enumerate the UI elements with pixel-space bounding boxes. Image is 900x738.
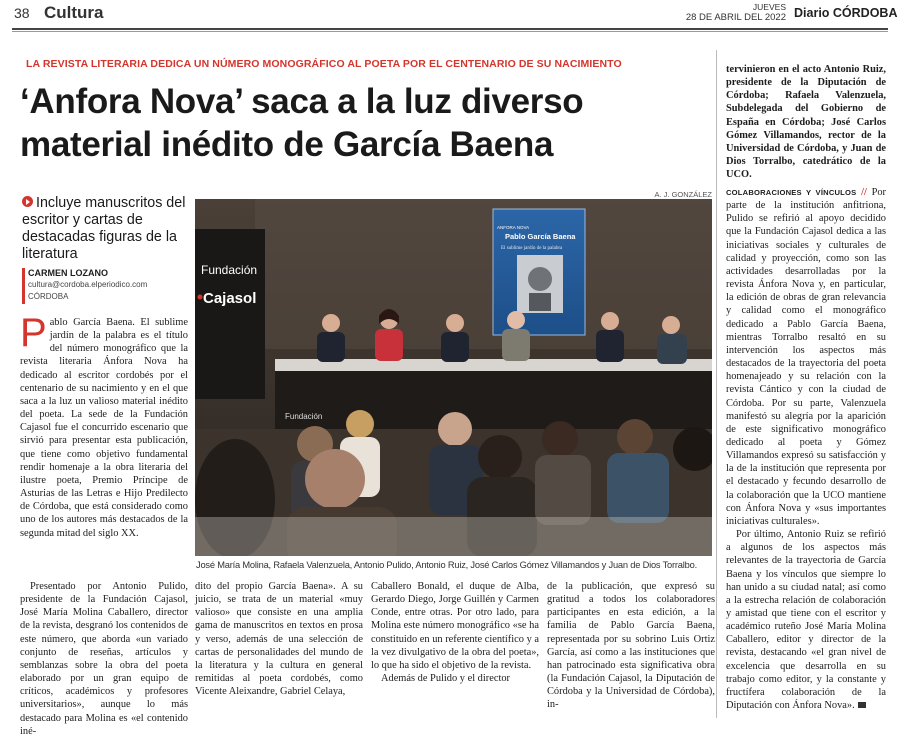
paragraph-collaborations: Por parte de la institución anfitriona, Pulido se refirió al apoyo decidido que la Fundación Cajasol dedica a las iniciativas sociales y culturales de calidad y proyección, como son las actividades desarrolladas por la revista Ánfora Nova y, en particular, la edición de obras de gran relevancia y calidad como el monográfico dedicado a Pablo García Baena, mientras Torralbo resaltó en su intervención los aspectos más destacados de la trayectoria del poeta homenajeado y su relación con la revista Cántico y con la ciudad de Córdoba. Por su parte, Valenzuela manifestó su alegría por la aparición de este significativo monográfico dedicado al poeta y Gómez Villamandos expresó su satisfacción y la de la institución que representa por el destacado y fecundo desarrollo de la colaboración que la UCO mantiene con Ánfora Nova y «sus importantes iniciativas culturales». [726, 187, 886, 527]
body-column-3 [371, 580, 539, 685]
drop-cap: P [20, 311, 47, 355]
body-column-1 [20, 311, 188, 540]
header-rule [12, 28, 888, 30]
body-column-right [726, 186, 886, 712]
section-name: Cultura [44, 3, 104, 22]
screen-subtitle: El sublime jardín de la palabra [501, 246, 563, 251]
body-column-4 [547, 580, 715, 712]
paragraph-gratitude: de la publicación, que expresó su gratitud a todos los colaboradores participantes en esta edición, a la familia de Pablo García Baena, representada por su sobrino Luis Ortiz García, así como a las instituciones que han patrocinado esta significativa obra (la Fundación Cajasol, la Diputación de Córdoba y la Universidad de Córdoba), in- [547, 581, 715, 711]
banner-text-1: Fundación [201, 263, 258, 277]
body-column-1-bottom [20, 580, 188, 738]
photo-illustration [195, 199, 712, 556]
page-number: 38 [14, 5, 30, 21]
end-mark-icon [858, 702, 866, 708]
body-column-right-top [726, 63, 886, 181]
photo-credit: A. J. GONZÁLEZ [654, 190, 712, 199]
paragraph-authors: Caballero Bonald, el duque de Alba, Gerardo Diego, Jorge Guillén y Carmen Conde, entre otras. Por otro lado, para Molina este número monográfico «se ha constituido en un referente científico y a la vez divulgativo de la obra del poeta», lo que ha sido el objetivo de la revista. [371, 581, 539, 671]
paragraph-closing: Por último, Antonio Ruiz se refirió a algunos de los aspectos más relevantes de la trayectoria de García Baena y los vínculos que siempre lo han unido a su ciudad natal; así como a la estrecha relación de colaboración y amistad que tiene con el escritor y académico ruteño José María Molina Caballero, editor y director de la revista, destacando «el gran nivel de excelencia que desarrolla en su trabajo como editor, y la constante y fructífera colaboración de la Diputación con Ánfora Nova». [726, 529, 886, 712]
play-bullet-icon [22, 196, 33, 207]
banner-text-2: Cajasol [203, 290, 257, 307]
section-slash: // [861, 187, 867, 198]
headline [20, 80, 710, 166]
table-sign: Fundación [285, 412, 323, 421]
headline-line-1: ‘Anfora Nova’ saca a la luz diverso [20, 82, 584, 121]
paragraph-material: dito del propio García Baena». A su juicio, se trata de un material «muy valioso» que consiste en una amplia gama de manuscritos en textos en prosa y verso, además de una selección de cartas de personalidades del mundo de la literatura y la cultura en general remitidas al poeta cordobés, como Vicente Aleixandre, Gabriel Celaya, [195, 581, 363, 698]
paragraph-presentation: Presentado por Antonio Pulido, presidente de la Fundación Cajasol, José María Molina Caballero, director de la revista, desgranó los contenidos de este número, que aborda «un variado conjunto de reseñas, artículos y semblanzas sobre la obra del poeta elaborado por un gran equipo de críticos, académicos y profesores universitarios», aunque lo más destacado para Molina es «el contenido iné- [20, 581, 188, 737]
headline-line-2: material inédito de García Baena [20, 125, 554, 164]
column-divider [716, 50, 717, 718]
subhead [22, 195, 188, 263]
screen-brand: ANFORA NOVA [497, 225, 530, 230]
author-email: cultura@cordoba.elperiodico.com [28, 280, 148, 289]
header-rule-thin [12, 31, 888, 32]
header-date: 28 DE ABRIL DEL 2022 [685, 12, 786, 23]
newspaper-name: Diario CÓRDOBA [794, 6, 898, 20]
paragraph-intro: ablo García Baena. El sublime jardín de la palabra es el título del número monográfico que la revista literaria Ánfora Nova ha dedicado al escritor cordobés por el centenario de su nacimiento y en el que saca a la luz un valioso material inédito del poeta. La sede de la Fundación Cajasol fue el concurrido escenario que sirvió para presentar esta publicación, que tiene como objetivo fundamental rendir homenaje a la obra literaria del ilustre poeta, Premio Príncipe de Asturias de las Letras e Hijo Predilecto de Córdoba, que está considerado como uno de los autores más destacados de la segunda mitad del siglo XX. [20, 317, 188, 539]
event-photo [195, 199, 712, 556]
author-name: CARMEN LOZANO [28, 268, 108, 278]
subhead-text: Incluye manuscritos del escritor y cartas de destacadas figuras de la literatura [22, 195, 186, 262]
screen-title: Pablo García Baena [505, 232, 576, 241]
photo-caption: José María Molina, Rafaela Valenzuela, Antonio Pulido, Antonio Ruiz, José Carlos Gómez Villamandos y Juan de Dios Torralbo. [196, 560, 697, 570]
author-city: CÓRDOBA [28, 292, 69, 301]
paragraph-speakers: tervinieron en el acto Antonio Ruiz, presidente de la Diputación de Córdoba; Rafaela Valenzuela, Subdelegada del Gobierno de España en Córdoba; José Carlos Gómez Villamandos, rector de la Universidad de Córdoba, y Juan de Dios Torralbo, catedrático de la UCO. [726, 64, 886, 181]
byline-bar [22, 268, 25, 304]
paragraph-pulido: Además de Pulido y el director [381, 673, 510, 685]
section-subtitle: COLABORACIONES Y VÍNCULOS [726, 188, 857, 197]
body-column-2 [195, 580, 363, 698]
header-day: JUEVES [752, 2, 786, 12]
kicker: LA REVISTA LITERARIA DEDICA UN NÚMERO MONOGRÁFICO AL POETA POR EL CENTENARIO DE SU NACIMIENTO [26, 58, 622, 70]
